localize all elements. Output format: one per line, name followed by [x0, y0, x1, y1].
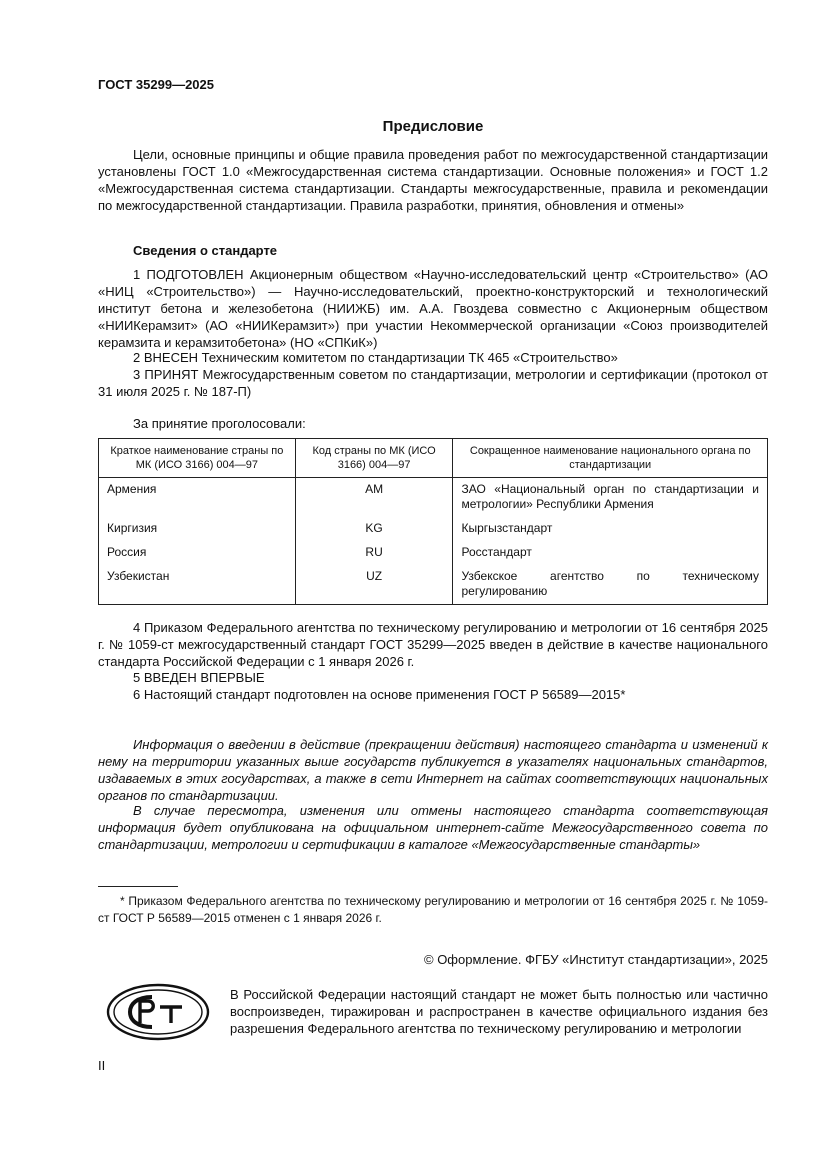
header-country-code: Код страны по МК (ИСО 3166) 004—97 [295, 439, 453, 478]
country-name-cell: Киргизия [99, 517, 296, 541]
reproduction-rights-notice: В Российской Федерации настоящий стандарт не может быть полностью или частично воспроизведен, тиражирован и распространен в качестве официального издания без разрешения Федерального агентства по техническому регулированию и метрологии [230, 987, 768, 1036]
country-name-cell: Россия [99, 541, 296, 565]
table-row [99, 478, 768, 518]
country-code-cell: AM [295, 478, 453, 518]
item-2-introduced: 2 ВНЕСЕН Техническим комитетом по стандартизации ТК 465 «Строительство» [133, 350, 618, 365]
national-body-cell: Росстандарт [453, 541, 768, 565]
document-header: ГОСТ 35299—2025 [98, 77, 214, 92]
header-national-body: Сокращенное наименование национального органа по стандартизации [453, 439, 768, 478]
footnote-separator [98, 886, 178, 887]
country-name-cell: Узбекистан [99, 565, 296, 605]
table-row [99, 565, 768, 605]
info-italic-revision: В случае пересмотра, изменения или отмены настоящего стандарта соответствующая информация будет опубликована на официальном интернет-сайте Межгосударственного совета по стандартизации, метрологии и сертификации в каталоге «Межгосударственные стандарты» [98, 803, 768, 852]
votes-table [98, 438, 768, 605]
country-code-cell: KG [295, 517, 453, 541]
country-name-cell: Армения [99, 478, 296, 518]
votes-table-header-row [99, 439, 768, 478]
rst-certification-logo-icon [106, 983, 210, 1045]
copyright-notice: © Оформление. ФГБУ «Институт стандартизации», 2025 [424, 952, 768, 967]
item-4-enacted: 4 Приказом Федерального агентства по техническому регулированию и метрологии от 16 сентября 2025 г. № 1059-ст межгосударственный стандарт ГОСТ 35299—2025 введен в действие в качестве национального стандарта Российской Федерации с 1 января 2026 г. [98, 620, 768, 669]
footnote: * Приказом Федерального агентства по техническому регулированию и метрологии от 16 сентября 2025 г. № 1059-ст ГОСТ Р 56589—2015 отменен с 1 января 2026 г. [98, 894, 768, 925]
voted-label: За принятие проголосовали: [133, 416, 306, 431]
foreword-title: Предисловие [382, 118, 484, 135]
standard-info-heading: Сведения о стандарте [133, 243, 278, 258]
foreword-intro: Цели, основные принципы и общие правила проведения работ по межгосударственной стандартизации установлены ГОСТ 1.0 «Межгосударственная система стандартизации. Основные положения» и ГОСТ 1.2 «Межгосударственная система стандартизации. Стандарты межгосударственные, правила и рекомендации по межгосударственной стандартизации. Правила разработки, принятия, обновления и отмены» [98, 147, 768, 213]
item-3-adopted: 3 ПРИНЯТ Межгосударственным советом по стандартизации, метрологии и сертификации (протокол от 31 июля 2025 г. № 187-П) [98, 367, 768, 399]
national-body-cell: Кыргызстандарт [453, 517, 768, 541]
country-code-cell: UZ [295, 565, 453, 605]
table-row [99, 517, 768, 541]
item-6-based-on: 6 Настоящий стандарт подготовлен на основе применения ГОСТ Р 56589—2015* [133, 687, 626, 702]
table-row [99, 541, 768, 565]
national-body-cell: Узбекское агентство по техническому регулированию [453, 565, 768, 605]
info-italic-introduction: Информация о введении в действие (прекращении действия) настоящего стандарта и изменений к нему на территории указанных выше государств публикуется в указателях национальных стандартов, издаваемых в этих государствах, а также в сети Интернет на сайтах соответствующих национальных органов по стандартизации. [98, 737, 768, 803]
country-code-cell: RU [295, 541, 453, 565]
page-number: II [98, 1058, 106, 1073]
item-5-first-introduced: 5 ВВЕДЕН ВПЕРВЫЕ [133, 670, 265, 685]
item-1-prepared: 1 ПОДГОТОВЛЕН Акционерным обществом «Научно-исследовательский центр «Строительство» (АО «НИЦ «Строительство») — Научно-исследовательский, проектно-конструкторский и технологический институт бетона и железобетона (НИИЖБ) им. А.А. Гвоздева совместно с Акционерным обществом «НИИКерамзит» (АО «НИИКерамзит») при участии Некоммерческой организации «Союз производителей керамзита и керамзитобетона» (НО «СПКиК») [98, 267, 768, 350]
header-country-name: Краткое наименование страны по МК (ИСО 3166) 004—97 [99, 439, 296, 478]
national-body-cell: ЗАО «Национальный орган по стандартизации и метрологии» Республики Армения [453, 478, 768, 518]
